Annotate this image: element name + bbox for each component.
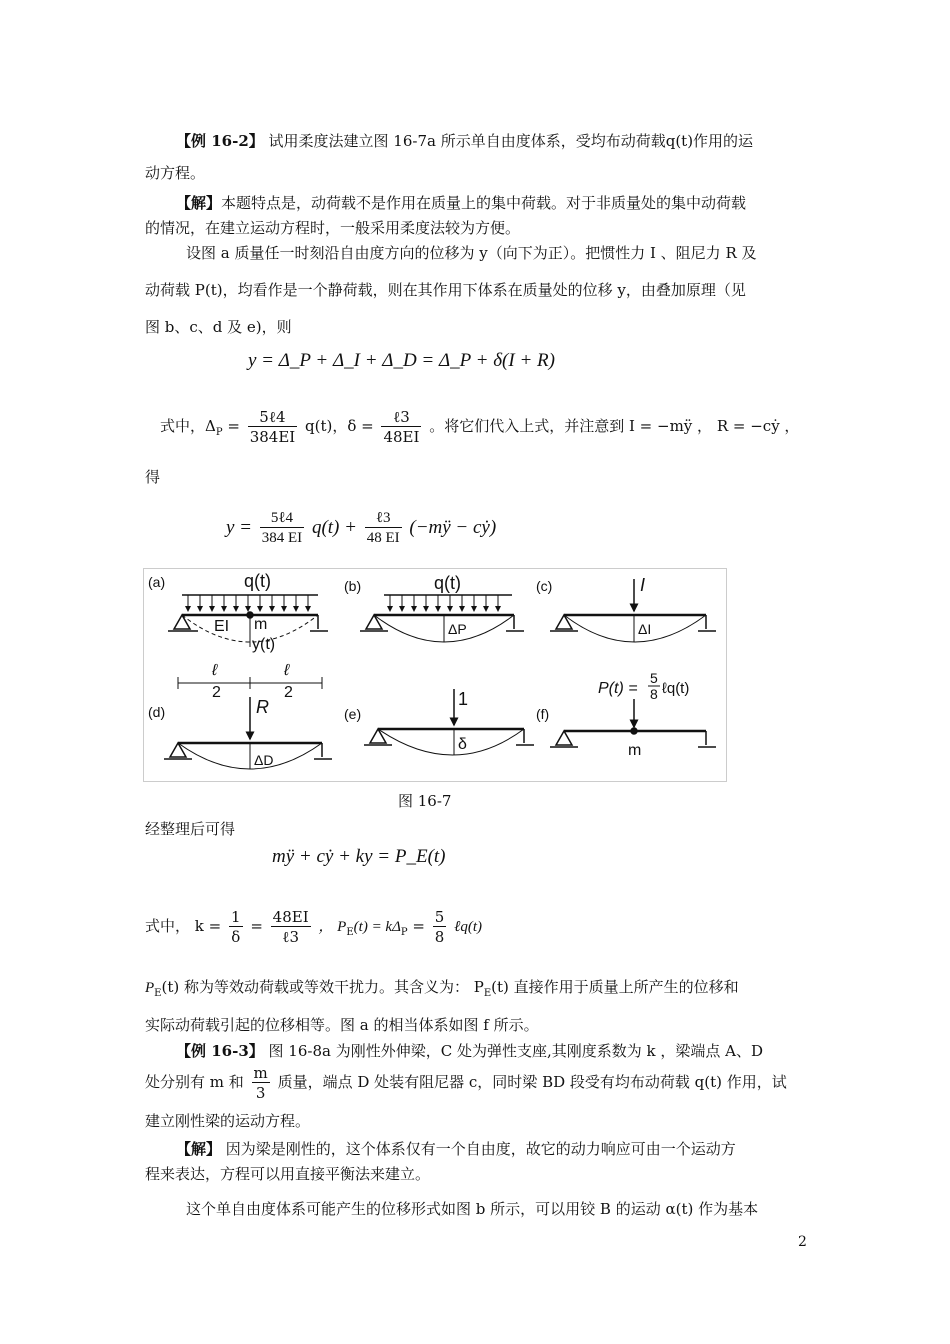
svg-text:P(t) =: P(t) = [598,680,638,697]
svg-text:ℓ: ℓ [212,662,218,679]
panel-b [360,595,524,642]
example-16-2-line2: 动方程。 [145,164,206,182]
figure-16-7 [143,568,727,782]
paragraph-3-line2: 实际动荷载引起的位移相等。图 a 的相当体系如图 f 所示。 [145,1016,539,1034]
paragraph-4: 这个单自由度体系可能产生的位移形式如图 b 所示，可以用铰 B 的运动 α(t) 作为基本 [186,1200,759,1218]
solution-2-line1: 【解】 因为梁是刚性的，这个体系仅有一个自由度，故它的动力响应可由一个运动方 [176,1140,736,1158]
panel-f [550,699,716,747]
panel-a [168,595,328,647]
where-1-line: 式中，$\Delta_P$ = $\frac{\text{5ℓ4}}{384EI}$ q(t)，δ = $\frac{\text{ℓ3}}{48EI}$ 。将它们代入上式，并注意到 I = −mÿ ， R = −cẏ ， [160,407,800,446]
example-16-3-line1: 【例 16-3】 图 16-8a 为刚性外伸梁，C 处为弹性支座,其刚度系数为 k ，梁端点 A、D [176,1042,763,1060]
figure-caption: 图 16-7 [398,792,452,810]
svg-text:δ: δ [458,736,467,753]
solution-1-title: 【解】 [176,194,222,212]
svg-text:q(t): q(t) [434,573,461,593]
svg-text:q(t): q(t) [244,571,271,591]
paragraph-2-line1: 设图 a 质量任一时刻沿自由度方向的位移为 y（向下为正）。把惯性力 I 、阻尼力 R 及 [186,244,757,262]
svg-text:(f): (f) [536,706,550,722]
equation-3: mÿ + cẏ + ky = P_E(t) [272,846,446,867]
panel-d [164,677,332,769]
paragraph-2-line3: 图 b、c、d 及 e)，则 [145,318,292,336]
where-1-line2: 得 [145,468,161,486]
svg-text:5: 5 [650,670,658,686]
svg-text:m: m [628,742,642,759]
svg-text:1: 1 [458,689,469,709]
after-figure-line: 经整理后可得 [145,820,236,838]
svg-text:ℓq(t): ℓq(t) [662,680,690,697]
figure-16-7-diagram [144,569,726,781]
paragraph-2-line2: 动荷载 P(t)，均看作是一个静荷载，则在其作用下体系在质量处的位移 y，由叠加原理（见 [145,281,746,299]
panel-e [364,689,534,755]
example-16-3-line3: 建立刚性梁的运动方程。 [145,1112,311,1130]
svg-text:2: 2 [212,684,221,701]
svg-text:I: I [640,575,646,595]
where-2-line: 式中， k = $\frac{1}{\delta}$ = $\frac{48EI}{\text{ℓ3}}$ ， $P_E(t) = k\Delta_P$ = $\frac{5}{8}$ ℓq(t) [145,907,482,946]
page-number: 2 [798,1234,807,1250]
svg-text:(d): (d) [148,704,166,720]
svg-text:R: R [256,697,269,717]
solution-2-title: 【解】 [176,1140,222,1158]
fraction-delta-p: $\frac{\text{5ℓ4}}{384EI}$ [249,407,296,446]
svg-text:ΔD: ΔD [254,752,274,768]
solution-1-line1: 【解】本题特点是，动荷载不是作用在质量上的集中荷载。对于非质量处的集中动荷载 [176,194,747,212]
svg-text:ΔP: ΔP [448,621,467,637]
example-16-2-line1: 【例 16-2】 试用柔度法建立图 16-7a 所示单自由度体系，受均布动荷载q(t)作用的运 [176,132,754,150]
example-16-3-line2: 处分别有 m 和 $\frac{m}{3}$ 质量，端点 D 处装有阻尼器 c，同时梁 BD 段受有均布动荷载 q(t) 作用，试 [145,1063,787,1102]
solution-2-line2: 程来表达，方程可以用直接平衡法来建立。 [145,1165,431,1183]
panel-c [550,579,716,642]
svg-text:m: m [254,616,268,633]
svg-text:y(t): y(t) [252,636,276,653]
svg-text:ΔI: ΔI [638,621,652,637]
svg-text:EI: EI [214,618,230,635]
svg-text:(c): (c) [536,578,553,594]
equation-1: y = Δ_P + Δ_I + Δ_D = Δ_P + δ(I + R) [248,350,555,371]
svg-text:2: 2 [284,684,293,701]
equation-2: y = $\frac{\text{5ℓ4}}{384 EI}$ q(t) + $\frac{\text{ℓ3}}{48 EI}$ (−mÿ − cẏ) [226,510,497,547]
paragraph-3-line1: $P_E(t)$ 称为等效动荷载或等效干扰力。其含义为： $P_E(t)$ 直接作用于质量上所产生的位移和 [145,978,739,999]
svg-text:ℓ: ℓ [284,662,290,679]
example-16-2-title: 【例 16-2】 [176,132,264,150]
example-16-3-title: 【例 16-3】 [176,1042,264,1060]
svg-text:8: 8 [650,686,658,702]
svg-text:(a): (a) [148,574,166,590]
svg-text:(e): (e) [344,706,362,722]
svg-text:(b): (b) [344,578,362,594]
solution-1-line2: 的情况，在建立运动方程时，一般采用柔度法较为方便。 [145,219,521,237]
fraction-delta: $\frac{\text{ℓ3}}{48EI}$ [383,407,420,446]
